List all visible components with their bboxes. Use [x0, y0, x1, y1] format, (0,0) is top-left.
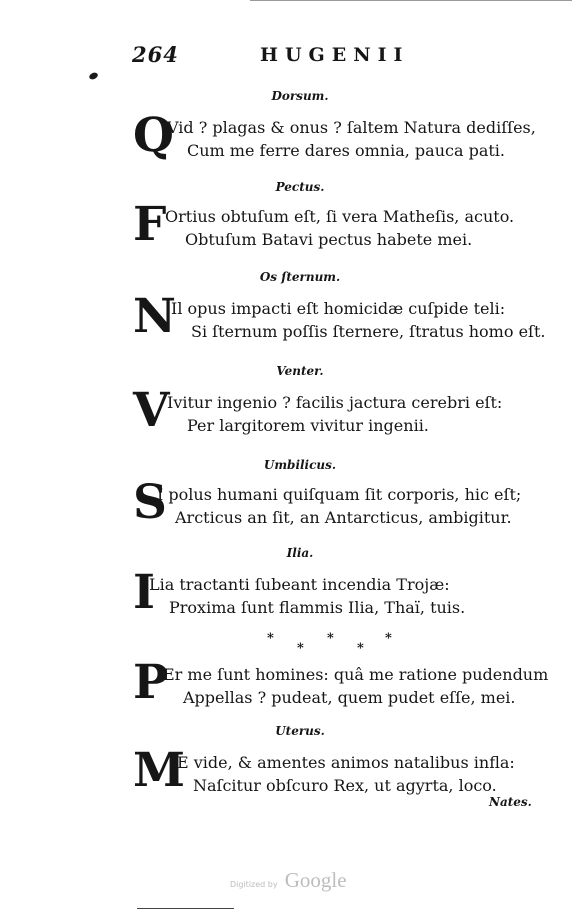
verse-line: Lia tractanti ſubeant incendia Trojæ: [149, 575, 450, 594]
verse-line: Naſcitur obſcuro Rex, ut agyrta, loco. [193, 776, 497, 795]
section-heading-umbilicus: Umbilicus. [263, 458, 337, 472]
verse-line: Ivitur ingenio ? facilis jactura cerebri eſt: [167, 393, 503, 412]
bottom-edge-rule [137, 908, 234, 909]
section-heading-os-sternum: Os ſternum. [259, 270, 341, 284]
section-heading-pectus: Pectus. [275, 180, 325, 194]
epigram-umbilicus [133, 475, 533, 545]
drop-capital: F [133, 197, 167, 252]
section-heading-venter: Venter. [276, 364, 324, 378]
star-icon: * [267, 631, 274, 646]
epigram-dorsum [133, 108, 536, 178]
section-heading-dorsum: Dorsum. [271, 89, 329, 103]
verse-line: Ortius obtuſum eſt, ſi vera Matheſis, acuto. [165, 207, 515, 226]
star-icon: * [385, 631, 392, 646]
page-header [132, 42, 410, 72]
watermark-prefix: Digitized by [230, 880, 278, 889]
verse-line: Appellas ? pudeat, quem pudet eſſe, mei. [183, 688, 516, 707]
digitization-watermark [230, 868, 347, 893]
verse-line: E vide, & amentes animos natalibus infla: [177, 753, 515, 772]
verse-line: Il opus impacti eſt homicidæ cuſpide teli: [171, 299, 506, 318]
drop-capital: I [133, 565, 155, 620]
drop-capital: V [133, 383, 170, 438]
star-icon: * [297, 641, 304, 656]
epigram-ilia [133, 565, 533, 635]
asterism-ornament [263, 632, 403, 656]
drop-capital: N [133, 289, 176, 344]
verse-line: Si ſternum poſſis ſternere, ſtratus homo eſt. [191, 322, 546, 341]
verse-line: Arcticus an ſit, an Antarcticus, ambigitur. [175, 508, 512, 527]
google-logo: Google [284, 868, 347, 892]
epigram-venter [133, 383, 533, 453]
verse-line: Per largitorem vivitur ingenii. [187, 416, 429, 435]
drop-capital: S [133, 475, 167, 530]
epigram-os-sternum [133, 289, 546, 359]
verse-line: Er me ſunt homines: quâ me ratione pudendum [163, 665, 549, 684]
verse-line: Obtuſum Batavi pectus habete mei. [185, 230, 473, 249]
section-heading-uterus: Uterus. [275, 724, 325, 738]
epigram-pudendum [133, 655, 549, 725]
verse-line: Vid ? plagas & onus ? ſaltem Natura dediſſes, [167, 118, 536, 137]
epigram-pectus [133, 197, 533, 267]
running-title: HUGENII [260, 44, 410, 66]
drop-capital: Q [133, 108, 174, 163]
section-heading-ilia: Ilia. [286, 546, 314, 560]
verse-line: I polus humani quiſquam ſit corporis, hic eſt; [157, 485, 522, 504]
page-number: 264 [132, 42, 179, 67]
verse-line: Proxima ſunt flammis Ilia, Thaï, tuis. [169, 598, 466, 617]
drop-capital: P [133, 655, 169, 710]
top-edge-rule [250, 0, 572, 1]
epigram-uterus [133, 743, 533, 813]
star-icon: * [327, 631, 334, 646]
catchword: Nates. [489, 795, 532, 809]
star-icon: * [357, 641, 364, 656]
drop-capital: M [133, 743, 186, 798]
verse-line: Cum me ferre dares omnia, pauca pati. [187, 141, 505, 160]
ink-blot [88, 71, 99, 80]
